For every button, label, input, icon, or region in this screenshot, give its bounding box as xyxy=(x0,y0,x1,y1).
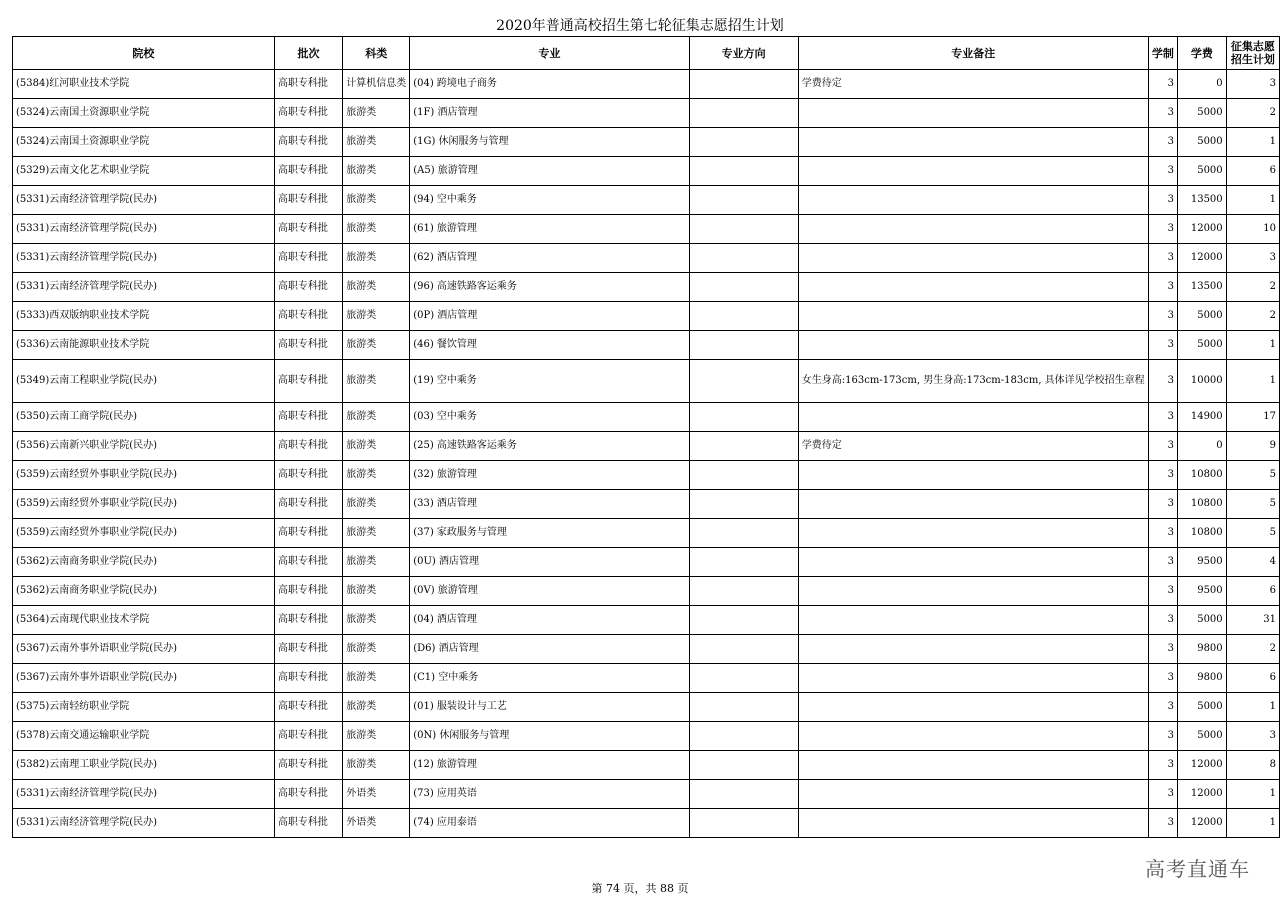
cell-plan: 2 xyxy=(1226,273,1279,302)
cell-plan: 5 xyxy=(1226,519,1279,548)
cell-note xyxy=(798,128,1148,157)
cell-fee: 12000 xyxy=(1178,751,1227,780)
cell-major: (37) 家政服务与管理 xyxy=(410,519,689,548)
cell-note xyxy=(798,722,1148,751)
cell-major: (73) 应用英语 xyxy=(410,780,689,809)
cell-major: (A5) 旅游管理 xyxy=(410,157,689,186)
cell-fee: 10000 xyxy=(1178,360,1227,403)
cell-plan: 1 xyxy=(1226,360,1279,403)
cell-plan: 8 xyxy=(1226,751,1279,780)
cell-school: (5384)红河职业技术学院 xyxy=(13,70,275,99)
cell-years: 3 xyxy=(1148,461,1177,490)
cell-school: (5359)云南经贸外事职业学院(民办) xyxy=(13,490,275,519)
cell-major: (94) 空中乘务 xyxy=(410,186,689,215)
cell-category: 旅游类 xyxy=(343,331,410,360)
cell-fee: 5000 xyxy=(1178,693,1227,722)
cell-fee: 5000 xyxy=(1178,722,1227,751)
cell-note xyxy=(798,693,1148,722)
cell-major: (0U) 酒店管理 xyxy=(410,548,689,577)
cell-school: (5382)云南理工职业学院(民办) xyxy=(13,751,275,780)
cell-major: (32) 旅游管理 xyxy=(410,461,689,490)
cell-school: (5378)云南交通运输职业学院 xyxy=(13,722,275,751)
cell-plan: 31 xyxy=(1226,606,1279,635)
cell-major: (96) 高速铁路客运乘务 xyxy=(410,273,689,302)
cell-plan: 1 xyxy=(1226,128,1279,157)
cell-batch: 高职专科批 xyxy=(274,664,342,693)
cell-note xyxy=(798,157,1148,186)
table-row xyxy=(13,99,1280,128)
cell-years: 3 xyxy=(1148,403,1177,432)
cell-batch: 高职专科批 xyxy=(274,302,342,331)
cell-fee: 10800 xyxy=(1178,461,1227,490)
cell-years: 3 xyxy=(1148,490,1177,519)
cell-years: 3 xyxy=(1148,186,1177,215)
cell-years: 3 xyxy=(1148,273,1177,302)
table-row xyxy=(13,577,1280,606)
cell-direction xyxy=(689,432,798,461)
cell-school: (5324)云南国土资源职业学院 xyxy=(13,99,275,128)
enrollment-plan-table xyxy=(12,36,1280,838)
cell-years: 3 xyxy=(1148,664,1177,693)
cell-batch: 高职专科批 xyxy=(274,635,342,664)
cell-note xyxy=(798,273,1148,302)
cell-direction xyxy=(689,751,798,780)
cell-major: (03) 空中乘务 xyxy=(410,403,689,432)
header-years: 学制 xyxy=(1148,37,1177,70)
cell-direction xyxy=(689,548,798,577)
cell-note xyxy=(798,244,1148,273)
cell-years: 3 xyxy=(1148,70,1177,99)
cell-years: 3 xyxy=(1148,157,1177,186)
cell-note xyxy=(798,577,1148,606)
cell-note xyxy=(798,186,1148,215)
cell-major: (0N) 休闲服务与管理 xyxy=(410,722,689,751)
cell-category: 外语类 xyxy=(343,780,410,809)
cell-fee: 5000 xyxy=(1178,99,1227,128)
cell-note: 学费待定 xyxy=(798,432,1148,461)
cell-plan: 3 xyxy=(1226,70,1279,99)
cell-school: (5367)云南外事外语职业学院(民办) xyxy=(13,635,275,664)
cell-category: 旅游类 xyxy=(343,606,410,635)
cell-note xyxy=(798,606,1148,635)
cell-note xyxy=(798,548,1148,577)
cell-category: 旅游类 xyxy=(343,215,410,244)
cell-category: 旅游类 xyxy=(343,186,410,215)
cell-category: 旅游类 xyxy=(343,519,410,548)
cell-direction xyxy=(689,273,798,302)
cell-direction xyxy=(689,606,798,635)
cell-plan: 6 xyxy=(1226,577,1279,606)
cell-school: (5359)云南经贸外事职业学院(民办) xyxy=(13,519,275,548)
cell-plan: 1 xyxy=(1226,186,1279,215)
cell-note xyxy=(798,519,1148,548)
cell-batch: 高职专科批 xyxy=(274,606,342,635)
header-batch: 批次 xyxy=(274,37,342,70)
cell-fee: 0 xyxy=(1178,432,1227,461)
cell-category: 旅游类 xyxy=(343,722,410,751)
cell-batch: 高职专科批 xyxy=(274,519,342,548)
cell-direction xyxy=(689,360,798,403)
cell-fee: 0 xyxy=(1178,70,1227,99)
watermark-logo: 高考直通车 xyxy=(1145,857,1250,881)
cell-plan: 4 xyxy=(1226,548,1279,577)
table-row xyxy=(13,403,1280,432)
cell-direction xyxy=(689,403,798,432)
cell-batch: 高职专科批 xyxy=(274,780,342,809)
cell-school: (5359)云南经贸外事职业学院(民办) xyxy=(13,461,275,490)
cell-years: 3 xyxy=(1148,360,1177,403)
cell-batch: 高职专科批 xyxy=(274,432,342,461)
cell-school: (5331)云南经济管理学院(民办) xyxy=(13,809,275,838)
table-row xyxy=(13,490,1280,519)
cell-major: (0P) 酒店管理 xyxy=(410,302,689,331)
cell-batch: 高职专科批 xyxy=(274,461,342,490)
table-row xyxy=(13,548,1280,577)
cell-major: (19) 空中乘务 xyxy=(410,360,689,403)
cell-plan: 10 xyxy=(1226,215,1279,244)
table-row xyxy=(13,157,1280,186)
cell-fee: 5000 xyxy=(1178,302,1227,331)
document-title: 2020年普通高校招生第七轮征集志愿招生计划 xyxy=(496,18,784,34)
cell-category: 旅游类 xyxy=(343,490,410,519)
cell-plan: 17 xyxy=(1226,403,1279,432)
cell-note xyxy=(798,490,1148,519)
cell-major: (0V) 旅游管理 xyxy=(410,577,689,606)
cell-note: 女生身高:163cm-173cm, 男生身高:173cm-183cm, 具体详见学校招生章程 xyxy=(798,360,1148,403)
cell-category: 旅游类 xyxy=(343,751,410,780)
cell-note xyxy=(798,780,1148,809)
cell-plan: 9 xyxy=(1226,432,1279,461)
cell-category: 旅游类 xyxy=(343,403,410,432)
cell-plan: 6 xyxy=(1226,157,1279,186)
cell-fee: 9500 xyxy=(1178,577,1227,606)
cell-years: 3 xyxy=(1148,432,1177,461)
cell-category: 旅游类 xyxy=(343,302,410,331)
cell-major: (1F) 酒店管理 xyxy=(410,99,689,128)
cell-direction xyxy=(689,809,798,838)
cell-fee: 5000 xyxy=(1178,128,1227,157)
cell-fee: 5000 xyxy=(1178,157,1227,186)
cell-school: (5331)云南经济管理学院(民办) xyxy=(13,215,275,244)
cell-major: (61) 旅游管理 xyxy=(410,215,689,244)
cell-years: 3 xyxy=(1148,519,1177,548)
cell-note xyxy=(798,302,1148,331)
table-row xyxy=(13,273,1280,302)
cell-category: 旅游类 xyxy=(343,273,410,302)
cell-direction xyxy=(689,157,798,186)
cell-batch: 高职专科批 xyxy=(274,215,342,244)
cell-years: 3 xyxy=(1148,722,1177,751)
cell-major: (74) 应用泰语 xyxy=(410,809,689,838)
cell-plan: 3 xyxy=(1226,244,1279,273)
cell-batch: 高职专科批 xyxy=(274,751,342,780)
cell-category: 旅游类 xyxy=(343,635,410,664)
cell-school: (5333)西双版纳职业技术学院 xyxy=(13,302,275,331)
header-category: 科类 xyxy=(343,37,410,70)
cell-years: 3 xyxy=(1148,331,1177,360)
cell-direction xyxy=(689,186,798,215)
cell-years: 3 xyxy=(1148,577,1177,606)
cell-school: (5364)云南现代职业技术学院 xyxy=(13,606,275,635)
cell-years: 3 xyxy=(1148,780,1177,809)
cell-fee: 13500 xyxy=(1178,186,1227,215)
cell-school: (5349)云南工程职业学院(民办) xyxy=(13,360,275,403)
cell-plan: 5 xyxy=(1226,490,1279,519)
cell-fee: 5000 xyxy=(1178,606,1227,635)
cell-direction xyxy=(689,635,798,664)
cell-batch: 高职专科批 xyxy=(274,157,342,186)
cell-major: (01) 服装设计与工艺 xyxy=(410,693,689,722)
table-row xyxy=(13,70,1280,99)
cell-note xyxy=(798,215,1148,244)
cell-plan: 1 xyxy=(1226,693,1279,722)
cell-school: (5331)云南经济管理学院(民办) xyxy=(13,244,275,273)
table-row xyxy=(13,722,1280,751)
header-major: 专业 xyxy=(410,37,689,70)
cell-batch: 高职专科批 xyxy=(274,360,342,403)
cell-major: (12) 旅游管理 xyxy=(410,751,689,780)
cell-category: 旅游类 xyxy=(343,577,410,606)
cell-years: 3 xyxy=(1148,99,1177,128)
cell-direction xyxy=(689,722,798,751)
header-school: 院校 xyxy=(13,37,275,70)
cell-school: (5375)云南轻纺职业学院 xyxy=(13,693,275,722)
cell-fee: 12000 xyxy=(1178,215,1227,244)
table-row xyxy=(13,128,1280,157)
cell-fee: 14900 xyxy=(1178,403,1227,432)
cell-fee: 12000 xyxy=(1178,780,1227,809)
table-row xyxy=(13,186,1280,215)
cell-fee: 12000 xyxy=(1178,809,1227,838)
cell-major: (04) 酒店管理 xyxy=(410,606,689,635)
cell-batch: 高职专科批 xyxy=(274,186,342,215)
cell-direction xyxy=(689,693,798,722)
header-direction: 专业方向 xyxy=(689,37,798,70)
cell-category: 旅游类 xyxy=(343,548,410,577)
cell-school: (5336)云南能源职业技术学院 xyxy=(13,331,275,360)
cell-school: (5350)云南工商学院(民办) xyxy=(13,403,275,432)
cell-category: 旅游类 xyxy=(343,157,410,186)
table-row xyxy=(13,751,1280,780)
table-row xyxy=(13,432,1280,461)
page-footer: 第 74 页，共 88 页 xyxy=(591,882,689,895)
cell-years: 3 xyxy=(1148,244,1177,273)
cell-years: 3 xyxy=(1148,751,1177,780)
cell-plan: 6 xyxy=(1226,664,1279,693)
cell-fee: 9800 xyxy=(1178,635,1227,664)
cell-note xyxy=(798,403,1148,432)
table-row xyxy=(13,360,1280,403)
cell-category: 外语类 xyxy=(343,809,410,838)
cell-direction xyxy=(689,461,798,490)
cell-direction xyxy=(689,302,798,331)
table-row xyxy=(13,519,1280,548)
cell-school: (5367)云南外事外语职业学院(民办) xyxy=(13,664,275,693)
cell-direction xyxy=(689,780,798,809)
cell-major: (25) 高速铁路客运乘务 xyxy=(410,432,689,461)
cell-direction xyxy=(689,215,798,244)
cell-years: 3 xyxy=(1148,548,1177,577)
cell-note xyxy=(798,664,1148,693)
cell-years: 3 xyxy=(1148,302,1177,331)
cell-batch: 高职专科批 xyxy=(274,331,342,360)
cell-category: 旅游类 xyxy=(343,461,410,490)
header-note: 专业备注 xyxy=(798,37,1148,70)
cell-fee: 10800 xyxy=(1178,490,1227,519)
cell-major: (62) 酒店管理 xyxy=(410,244,689,273)
cell-category: 旅游类 xyxy=(343,360,410,403)
cell-fee: 10800 xyxy=(1178,519,1227,548)
cell-school: (5362)云南商务职业学院(民办) xyxy=(13,548,275,577)
table-row xyxy=(13,331,1280,360)
cell-years: 3 xyxy=(1148,693,1177,722)
cell-plan: 1 xyxy=(1226,780,1279,809)
cell-fee: 12000 xyxy=(1178,244,1227,273)
cell-school: (5329)云南文化艺术职业学院 xyxy=(13,157,275,186)
cell-batch: 高职专科批 xyxy=(274,99,342,128)
cell-school: (5331)云南经济管理学院(民办) xyxy=(13,273,275,302)
cell-note xyxy=(798,635,1148,664)
cell-batch: 高职专科批 xyxy=(274,490,342,519)
cell-category: 计算机信息类 xyxy=(343,70,410,99)
cell-plan: 5 xyxy=(1226,461,1279,490)
cell-plan: 1 xyxy=(1226,331,1279,360)
cell-direction xyxy=(689,577,798,606)
header-plan: 征集志愿招生计划 xyxy=(1226,37,1279,70)
table-row xyxy=(13,606,1280,635)
table-row xyxy=(13,215,1280,244)
cell-fee: 5000 xyxy=(1178,331,1227,360)
cell-major: (33) 酒店管理 xyxy=(410,490,689,519)
cell-school: (5324)云南国土资源职业学院 xyxy=(13,128,275,157)
cell-direction xyxy=(689,490,798,519)
cell-note: 学费待定 xyxy=(798,70,1148,99)
cell-batch: 高职专科批 xyxy=(274,577,342,606)
cell-direction xyxy=(689,70,798,99)
cell-category: 旅游类 xyxy=(343,664,410,693)
cell-years: 3 xyxy=(1148,128,1177,157)
cell-plan: 2 xyxy=(1226,302,1279,331)
table-row xyxy=(13,244,1280,273)
table-row xyxy=(13,635,1280,664)
cell-direction xyxy=(689,99,798,128)
cell-category: 旅游类 xyxy=(343,244,410,273)
table-row xyxy=(13,809,1280,838)
cell-plan: 3 xyxy=(1226,722,1279,751)
header-fee: 学费 xyxy=(1178,37,1227,70)
cell-major: (1G) 休闲服务与管理 xyxy=(410,128,689,157)
cell-batch: 高职专科批 xyxy=(274,244,342,273)
table-row xyxy=(13,780,1280,809)
cell-major: (04) 跨境电子商务 xyxy=(410,70,689,99)
cell-direction xyxy=(689,128,798,157)
cell-direction xyxy=(689,244,798,273)
cell-category: 旅游类 xyxy=(343,432,410,461)
cell-batch: 高职专科批 xyxy=(274,693,342,722)
cell-years: 3 xyxy=(1148,809,1177,838)
cell-note xyxy=(798,809,1148,838)
cell-fee: 9500 xyxy=(1178,548,1227,577)
cell-plan: 1 xyxy=(1226,809,1279,838)
table-row xyxy=(13,693,1280,722)
table-body xyxy=(13,70,1280,838)
cell-direction xyxy=(689,519,798,548)
cell-years: 3 xyxy=(1148,635,1177,664)
cell-years: 3 xyxy=(1148,215,1177,244)
cell-category: 旅游类 xyxy=(343,128,410,157)
cell-batch: 高职专科批 xyxy=(274,403,342,432)
cell-plan: 2 xyxy=(1226,99,1279,128)
cell-batch: 高职专科批 xyxy=(274,809,342,838)
cell-note xyxy=(798,461,1148,490)
cell-plan: 2 xyxy=(1226,635,1279,664)
cell-school: (5356)云南新兴职业学院(民办) xyxy=(13,432,275,461)
cell-school: (5362)云南商务职业学院(民办) xyxy=(13,577,275,606)
cell-note xyxy=(798,751,1148,780)
table-row xyxy=(13,461,1280,490)
cell-direction xyxy=(689,331,798,360)
cell-major: (D6) 酒店管理 xyxy=(410,635,689,664)
cell-batch: 高职专科批 xyxy=(274,722,342,751)
cell-fee: 13500 xyxy=(1178,273,1227,302)
cell-category: 旅游类 xyxy=(343,99,410,128)
cell-fee: 9800 xyxy=(1178,664,1227,693)
cell-years: 3 xyxy=(1148,606,1177,635)
cell-school: (5331)云南经济管理学院(民办) xyxy=(13,780,275,809)
cell-batch: 高职专科批 xyxy=(274,70,342,99)
cell-note xyxy=(798,331,1148,360)
cell-batch: 高职专科批 xyxy=(274,548,342,577)
cell-note xyxy=(798,99,1148,128)
cell-direction xyxy=(689,664,798,693)
table-row xyxy=(13,302,1280,331)
cell-school: (5331)云南经济管理学院(民办) xyxy=(13,186,275,215)
cell-batch: 高职专科批 xyxy=(274,273,342,302)
cell-category: 旅游类 xyxy=(343,693,410,722)
cell-major: (C1) 空中乘务 xyxy=(410,664,689,693)
table-row xyxy=(13,664,1280,693)
cell-batch: 高职专科批 xyxy=(274,128,342,157)
header-row xyxy=(13,37,1280,70)
cell-major: (46) 餐饮管理 xyxy=(410,331,689,360)
